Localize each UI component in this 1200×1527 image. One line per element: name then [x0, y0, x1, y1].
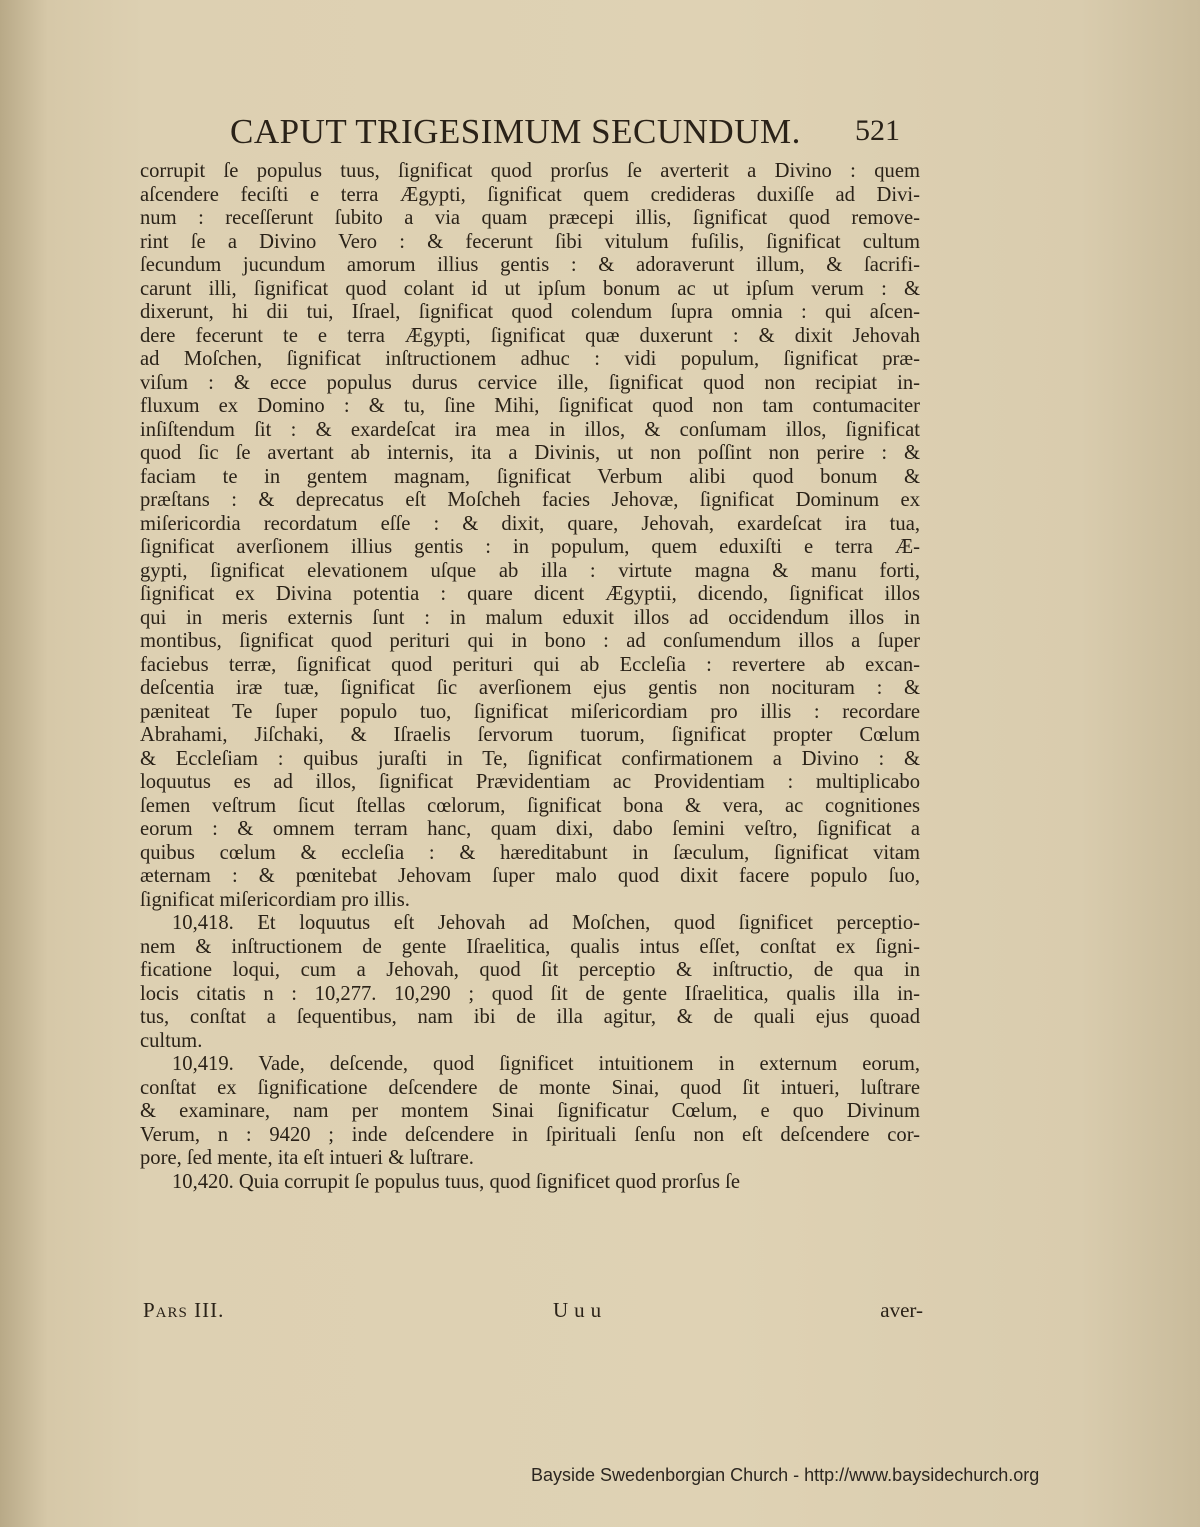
running-title: CAPUT TRIGESIMUM SECUNDUM. — [230, 112, 801, 151]
text-line: dere fecerunt te e terra Ægypti, ſignificat quæ duxerunt : & dixit Jehovah — [140, 324, 920, 347]
text-line: qui in meris externis ſunt : in malum eduxit illos ad occidendum illos in — [140, 606, 920, 629]
text-line: quibus cœlum & eccleſia : & hæreditabunt in ſæculum, ſignificat vitam — [140, 841, 920, 864]
watermark-credit: Bayside Swedenborgian Church - http://www.baysidechurch.org — [531, 1465, 1040, 1485]
text-line: nem & inſtructionem de gente Iſraelitica, qualis intus eſſet, conſtat ex ſigni- — [140, 935, 920, 958]
text-line: carunt illi, ſignificat quod colant id ut ipſum bonum ac ut ipſum verum : & — [140, 277, 920, 300]
text-line: ficatione loqui, cum a Jehovah, quod ſit perceptio & inſtructio, de qua in — [140, 959, 920, 981]
text-line: ſignificat ex Divina potentia : quare dicent Ægyptii, dicendo, ſignificat illos — [140, 583, 920, 605]
text-line: locis citatis n : 10,277. 10,290 ; quod ſit de gente Iſraelitica, qualis illa in- — [140, 982, 920, 1005]
text-line: ſignificat averſionem illius gentis : in populum, quem eduxiſti e terra Æ- — [140, 536, 920, 558]
text-line: deſcentia iræ tuæ, ſignificat ſic averſionem ejus gentis non nocituram : & — [140, 677, 920, 699]
text-line: 10,418. Et loquutus eſt Jehovah ad Moſchen, quod ſignificet perceptio- — [172, 912, 920, 934]
text-line: viſum : & ecce populus durus cervice ille, ſignificat quod non recipiat in- — [140, 371, 920, 394]
text-line: corrupit ſe populus tuus, ſignificat quod prorſus ſe averterit a Divino : quem — [140, 160, 920, 182]
part-label: Pars III. — [143, 1298, 225, 1322]
page-number: 521 — [855, 114, 900, 147]
text-line: cultum. — [140, 1029, 203, 1052]
text-line: tus, conſtat a ſequentibus, nam ibi de illa agitur, & de quali ejus quoad — [140, 1006, 920, 1028]
text-line: aſcendere feciſti e terra Ægypti, ſignificat quem credideras duxiſſe ad Divi- — [140, 183, 920, 206]
text-line: æternam : & pœnitebat Jehovam ſuper malo quod dixit facere populo ſuo, — [140, 865, 920, 887]
text-line: præſtans : & deprecatus eſt Moſcheh facies Jehovæ, ſignificat Dominum ex — [140, 489, 920, 511]
text-line: ſignificat miſericordiam pro illis. — [140, 888, 410, 911]
text-line: pæniteat Te ſuper populo tuo, ſignificat miſericordiam pro illis : recordare — [140, 700, 920, 723]
text-line: gypti, ſignificat elevationem uſque ab illa : virtute magna & manu forti, — [140, 559, 920, 582]
text-line: faciam te in gentem magnam, ſignificat Verbum alibi quod bonum & — [140, 465, 920, 488]
text-line: fluxum ex Domino : & tu, ſine Mihi, ſignificat quod non tam contumaciter — [140, 395, 920, 417]
text-line: ſemen veſtrum ſicut ſtellas cœlorum, ſignificat bona & vera, ac cognitiones — [140, 794, 920, 817]
body-text — [140, 160, 920, 1194]
text-line: Verum, n : 9420 ; inde deſcendere in ſpirituali ſenſu non eſt deſcendere cor- — [140, 1123, 920, 1146]
text-line: dixerunt, hi dii tui, Iſrael, ſignificat quod colendum ſupra omnia : qui aſcen- — [140, 301, 920, 323]
text-line: & examinare, nam per montem Sinai ſignificatur Cœlum, e quo Divinum — [140, 1100, 920, 1122]
text-line: inſiſtendum ſit : & exardeſcat ira mea in illos, & conſumam illos, ſignificat — [140, 418, 920, 441]
page-header — [230, 112, 930, 160]
text-line: pore, ſed mente, ita eſt intueri & luſtrare. — [140, 1147, 474, 1169]
text-line: ſecundum jucundum amorum illius gentis : & adoraverunt illum, & ſacrifi- — [140, 254, 920, 276]
text-line: conſtat ex ſignificatione deſcendere de monte Sinai, quod ſit intueri, luſtrare — [140, 1076, 920, 1099]
text-line: eorum : & omnem terram hanc, quam dixi, dabo ſemini veſtro, ſignificat a — [140, 818, 920, 840]
text-line: loquutus es ad illos, ſignificat Prævidentiam ac Providentiam : multiplicabo — [140, 771, 920, 793]
page-footer — [143, 1298, 923, 1328]
text-line: montibus, ſignificat quod perituri qui in bono : ad conſumendum illos a ſuper — [140, 630, 920, 652]
text-line: faciebus terræ, ſignificat quod perituri qui ab Eccleſia : revertere ab excan- — [140, 653, 920, 676]
text-line: quod ſic ſe avertant ab internis, ita a Divinis, ut non poſſint non perire : & — [140, 442, 920, 464]
text-line: & Eccleſiam : quibus juraſti in Te, ſignificat confirmationem a Divino : & — [140, 747, 920, 770]
text-line: 10,419. Vade, deſcende, quod ſignificet intuitionem in externum eorum, — [172, 1053, 920, 1075]
catchword: aver- — [880, 1298, 923, 1322]
text-line: miſericordia recordatum eſſe : & dixit, quare, Jehovah, exardeſcat ira tua, — [140, 512, 920, 535]
text-line: ad Moſchen, ſignificat inſtructionem adhuc : vidi populum, ſignificat præ- — [140, 348, 920, 370]
text-line: 10,420. Quia corrupit ſe populus tuus, quod ſignificet quod prorſus ſe — [172, 1170, 740, 1193]
signature-mark: Uuu — [553, 1298, 608, 1322]
text-line: num : receſſerunt ſubito a via quam præcepi illis, ſignificat quod remove- — [140, 207, 920, 229]
text-line: rint ſe a Divino Vero : & fecerunt ſibi vitulum fuſilis, ſignificat cultum — [140, 230, 920, 253]
text-line: Abrahami, Jiſchaki, & Iſraelis ſervorum tuorum, ſignificat propter Cœlum — [140, 724, 920, 746]
